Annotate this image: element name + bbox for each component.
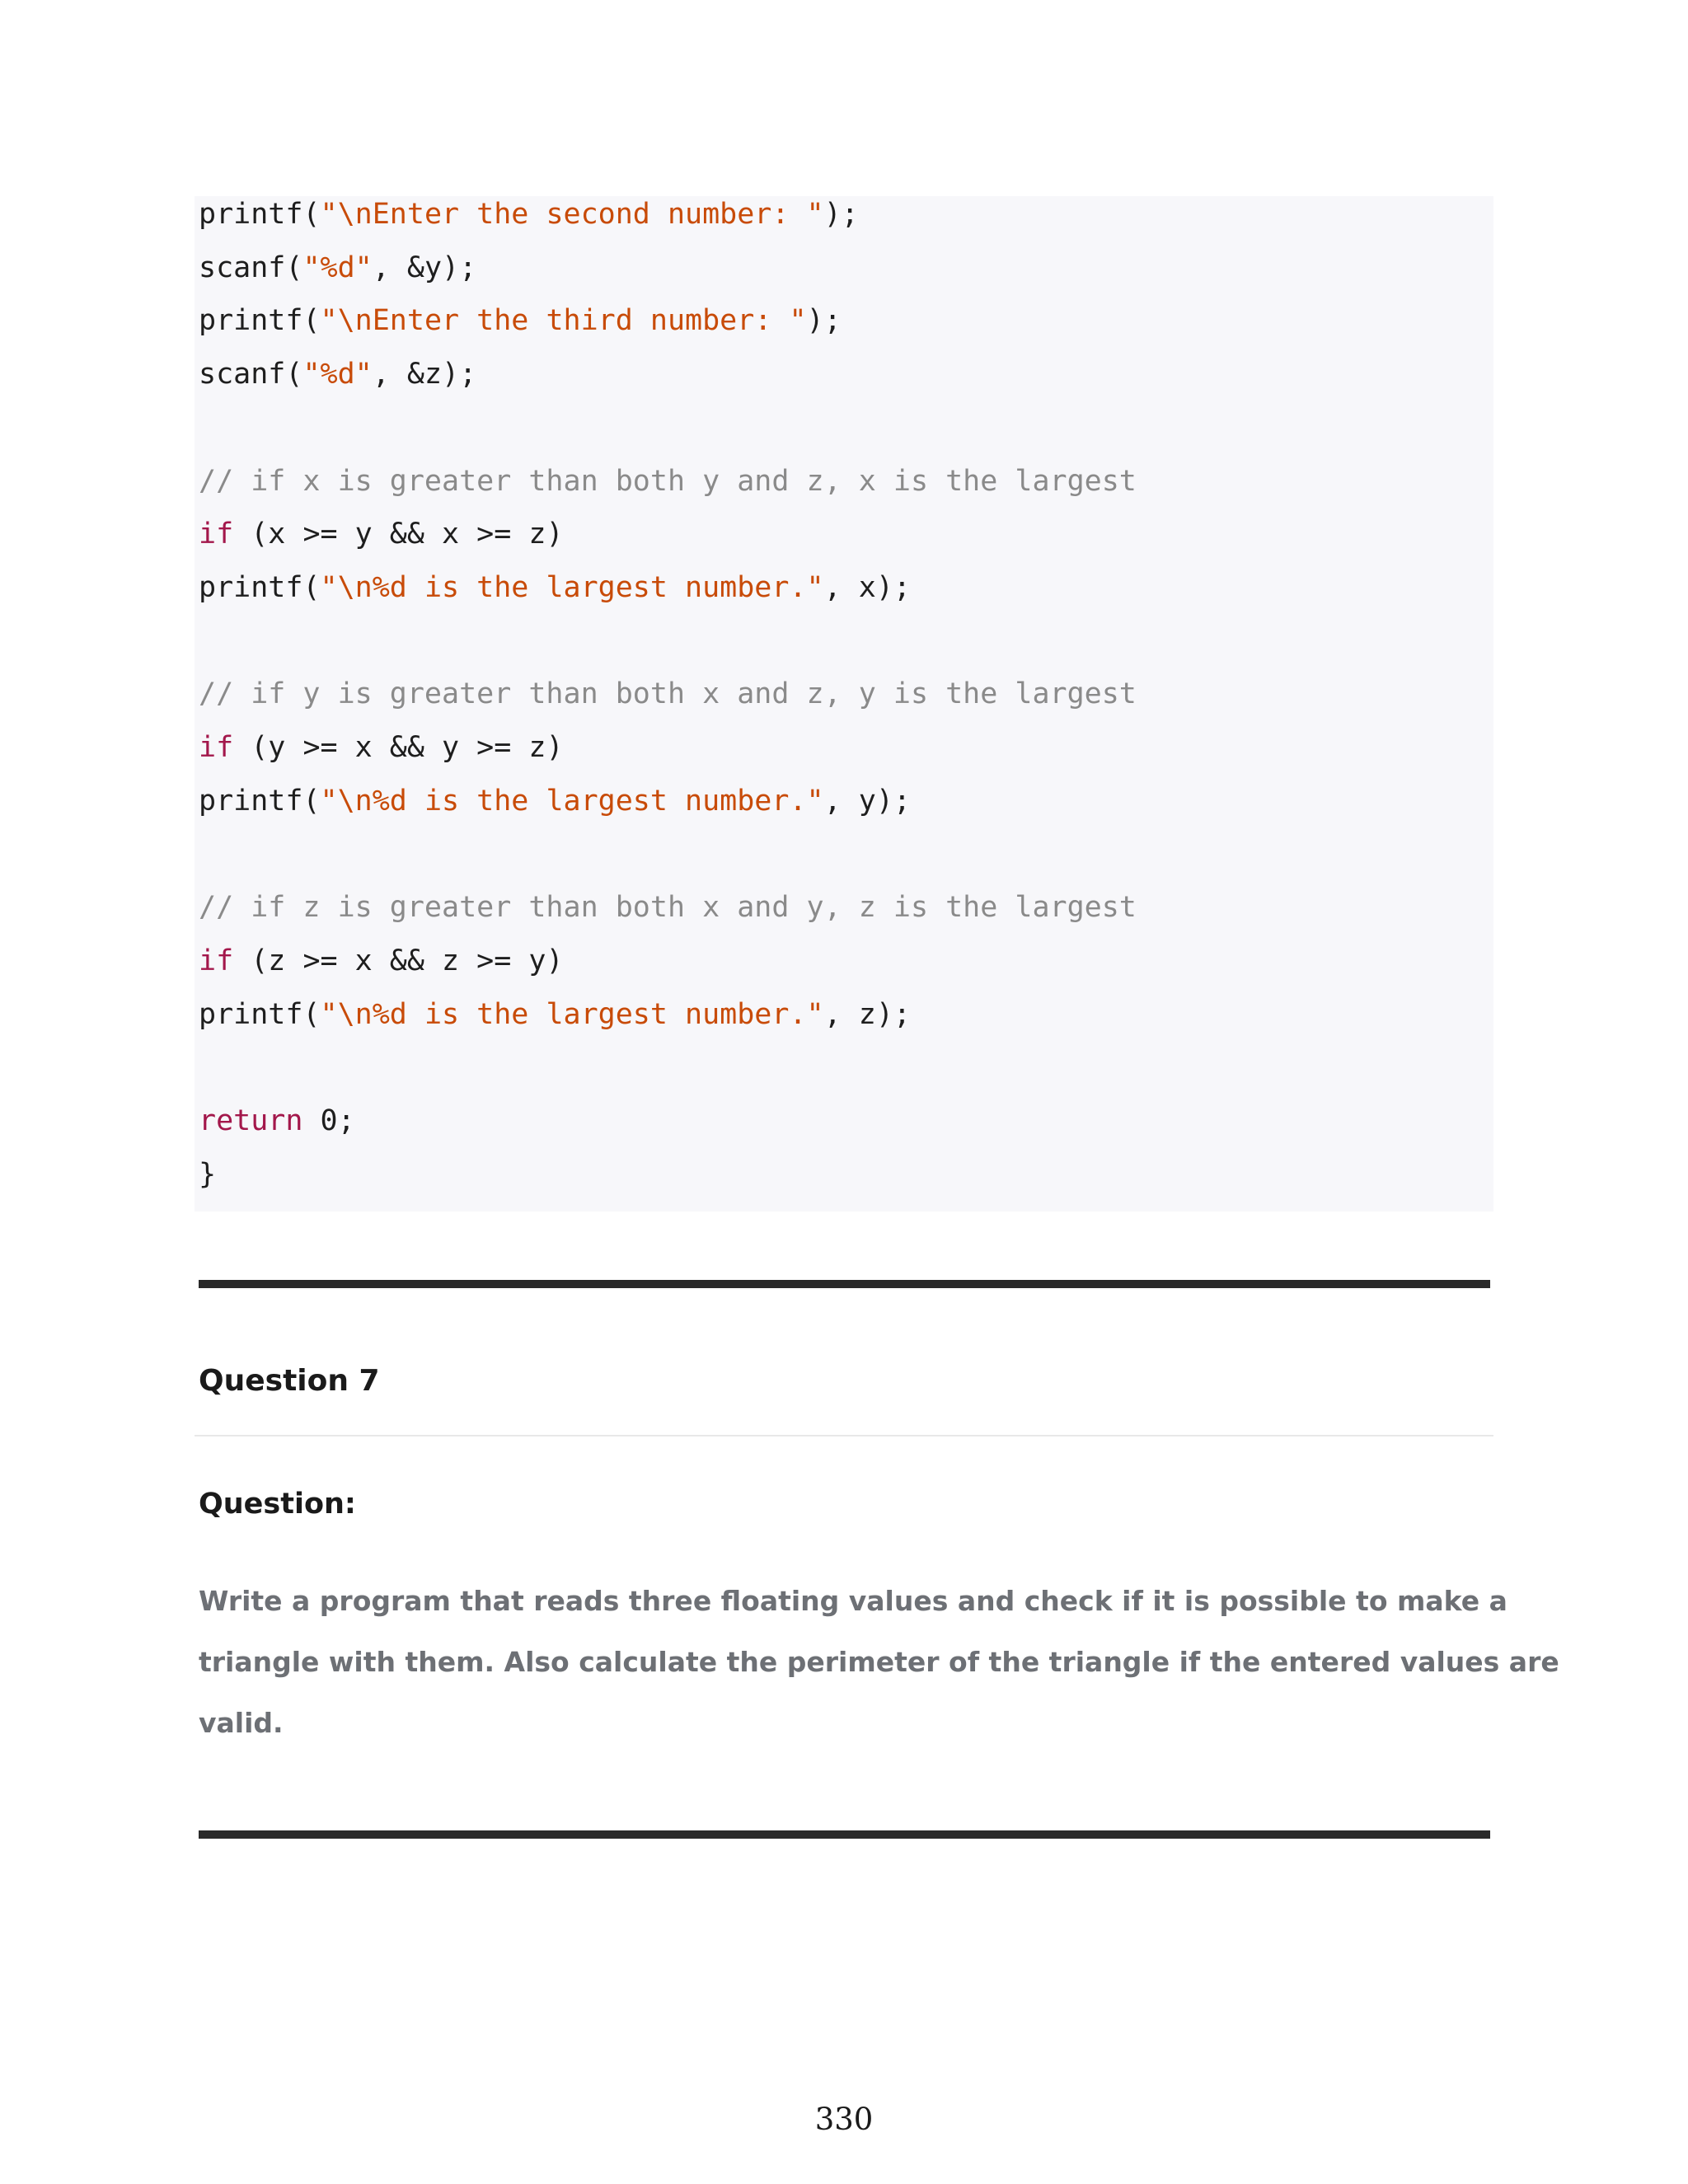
code-token: scanf(: [199, 358, 303, 391]
code-token: // if z is greater than both x and y, z is the largest: [199, 891, 1137, 925]
code-token: );: [823, 198, 859, 231]
code-token: (x >= y && x >= z): [233, 518, 564, 551]
question-text: [199, 1571, 1559, 1754]
code-token: "%d": [302, 251, 373, 284]
section-divider-top: [199, 1280, 1490, 1288]
code-token: scanf(: [199, 251, 303, 284]
code-token: printf(: [199, 304, 321, 338]
code-token: printf(: [199, 570, 321, 604]
question-text-line: triangle with them. Also calculate the perimeter of the triangle if the entered values are: [199, 1646, 1559, 1678]
code-token: , y);: [823, 784, 911, 818]
code-token: // if x is greater than both y and z, x is the largest: [199, 464, 1137, 498]
code-token: "\n%d is the largest number.": [320, 570, 824, 604]
code-token: printf(: [199, 784, 321, 818]
code-line: [199, 294, 842, 348]
code-token: "\n%d is the largest number.": [320, 784, 824, 818]
code-line: [199, 1094, 355, 1148]
code-token: if: [199, 518, 234, 551]
code-token: , &z);: [372, 358, 477, 391]
code-token: "\n%d is the largest number.": [320, 997, 824, 1031]
code-line: [199, 508, 564, 561]
code-token: }: [199, 1157, 217, 1191]
code-token: , x);: [823, 570, 911, 604]
code-line: [199, 241, 476, 295]
question-text-line: Write a program that reads three floating values and check if it is possible to make a: [199, 1585, 1507, 1617]
section-divider-bottom: [199, 1830, 1490, 1839]
title-underline: [195, 1435, 1493, 1436]
code-token: "\nEnter the second number: ": [320, 198, 824, 231]
code-token: "%d": [302, 358, 373, 391]
page-number: 330: [814, 2102, 874, 2137]
code-token: );: [806, 304, 842, 338]
code-token: return: [199, 1104, 303, 1137]
code-token: , z);: [823, 997, 911, 1031]
code-line: [199, 561, 911, 615]
code-line: [199, 455, 1137, 509]
code-line: [199, 881, 1137, 935]
code-line: [199, 348, 476, 401]
code-line: [199, 1148, 216, 1202]
code-token: "\nEnter the third number: ": [320, 304, 807, 338]
code-token: printf(: [199, 198, 321, 231]
code-line: [199, 188, 859, 241]
code-token: // if y is greater than both x and z, y is the largest: [199, 677, 1137, 711]
code-token: if: [199, 944, 234, 977]
code-token: 0;: [302, 1104, 355, 1137]
code-line: [199, 988, 911, 1042]
code-token: (z >= x && z >= y): [233, 944, 564, 977]
code-token: printf(: [199, 997, 321, 1031]
question-label: Question:: [199, 1488, 356, 1521]
code-token: (y >= x && y >= z): [233, 731, 564, 764]
code-line: [199, 668, 1137, 721]
question-text-line: valid.: [199, 1707, 284, 1739]
code-line: [199, 775, 911, 828]
code-line: [199, 935, 564, 988]
question-title: Question 7: [199, 1364, 380, 1398]
code-line: [199, 721, 564, 775]
code-token: if: [199, 731, 234, 764]
code-token: , &y);: [372, 251, 477, 284]
